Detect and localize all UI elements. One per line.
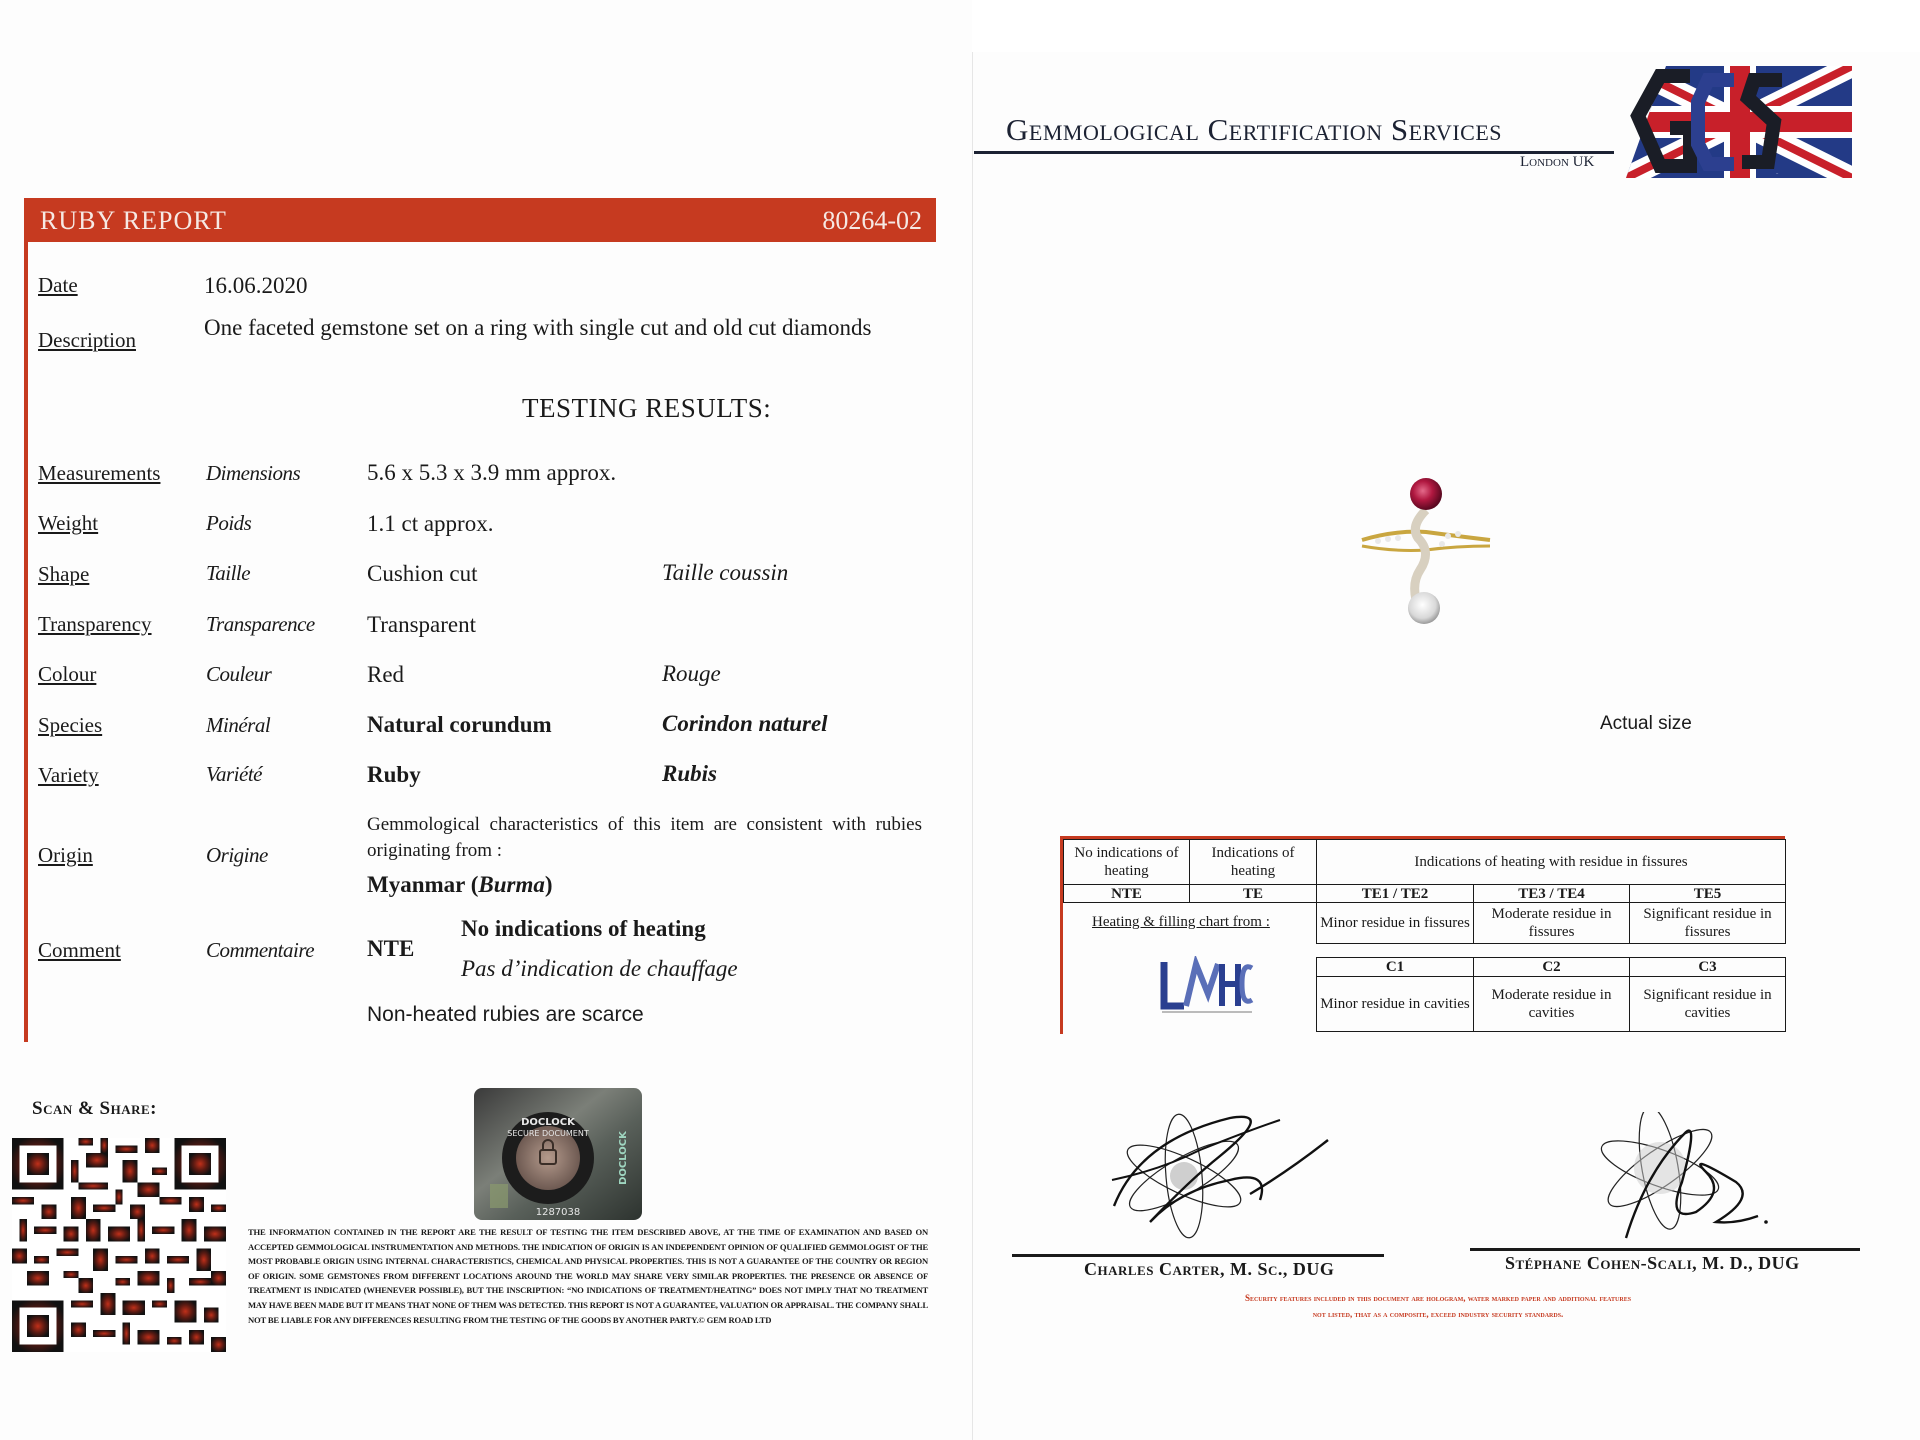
shape-value: Cushion cut	[367, 561, 478, 586]
te1-desc-cell: Minor residue in fissures	[1316, 902, 1474, 944]
signature-name-carter: Charles Carter, M. Sc., DUG	[1084, 1259, 1335, 1279]
gcs-title: Gemmological Certification Services	[1006, 112, 1502, 147]
te-header-cell: Indications of heating	[1189, 839, 1317, 885]
gcs-title-underline	[974, 151, 1614, 154]
colour-label: Colour	[38, 662, 97, 686]
signature-name-cohen-scali: Stéphane Cohen-Scali, M. D., DUG	[1505, 1253, 1800, 1273]
transparency-label: Transparency	[38, 612, 152, 636]
nte-header-cell: No indications of heating	[1063, 839, 1190, 885]
te1-code-cell: TE1 / TE2	[1316, 884, 1474, 903]
gcs-logo-text: GCS	[1776, 174, 1779, 175]
measurements-fr: Dimensions	[206, 461, 301, 485]
c3-code-cell: C3	[1629, 957, 1786, 977]
te5-code-cell: TE5	[1629, 884, 1786, 903]
heating-chart	[1060, 836, 1788, 1034]
doclock-hologram-icon	[474, 1088, 642, 1220]
species-fr: Minéral	[206, 713, 271, 737]
report-header-bar	[24, 198, 936, 242]
weight-fr: Poids	[206, 511, 252, 535]
te5-desc-cell: Significant residue in fissures	[1629, 902, 1786, 944]
colour-value-fr: Rouge	[662, 661, 721, 686]
origin-fr: Origine	[206, 843, 268, 867]
origin-note: Gemmological characteristics of this item are consistent with rubies originating from :	[367, 814, 922, 861]
gcs-logo-icon	[1626, 66, 1852, 178]
actual-size-label: Actual size	[1600, 713, 1692, 734]
transparency-value: Transparent	[367, 612, 477, 637]
shape-fr: Taille	[206, 561, 251, 585]
description-value: One faceted gemstone set on a ring with single cut and old cut diamonds	[204, 315, 872, 340]
shape-value-fr: Taille coussin	[662, 560, 789, 585]
lmhc-logo-icon	[1156, 956, 1256, 1018]
variety-fr: Variété	[206, 762, 262, 786]
te-code-cell: TE	[1189, 884, 1317, 903]
report-title: RUBY REPORT	[40, 206, 227, 235]
fissures-header-cell: Indications of heating with residue in fissures	[1316, 839, 1786, 885]
signature-cohen-scali-icon	[1586, 1112, 1776, 1244]
gcs-location: London UK	[1520, 154, 1595, 170]
c1-code-cell: C1	[1316, 957, 1474, 977]
transparency-fr: Transparence	[206, 612, 315, 636]
doclock-ring-text: SECURE DOCUMENT	[507, 1129, 589, 1138]
shape-label: Shape	[38, 562, 90, 586]
comment-value: No indications of heating	[461, 916, 706, 941]
signature-line-cohen-scali	[1470, 1248, 1860, 1251]
nte-code-cell: NTE	[1063, 884, 1190, 903]
ring-photo-icon	[1356, 470, 1496, 630]
comment-code: NTE	[367, 936, 415, 961]
report-left-red-line	[24, 242, 28, 1042]
species-value-fr: Corindon naturel	[662, 711, 828, 736]
origin-value-paren: Burma	[478, 872, 545, 897]
origin-value-row: Myanmar (Burma)	[367, 872, 553, 897]
measurements-value: 5.6 x 5.3 x 3.9 mm approx.	[367, 460, 617, 485]
weight-value: 1.1 ct approx.	[367, 511, 494, 536]
weight-label: Weight	[38, 511, 99, 535]
qr-code-icon[interactable]	[12, 1138, 226, 1352]
origin-label: Origin	[38, 843, 93, 867]
doclock-side-text: DOCLOCK	[618, 1131, 629, 1185]
chart-from-label: Heating & filling chart from :	[1092, 914, 1270, 930]
security-note: Security features included in this document are hologram, water marked paper and additional features not listed, that as a composite, exceed industry security standards.	[1244, 1293, 1632, 1319]
date-value: 16.06.2020	[204, 273, 308, 298]
comment-extra: Non-heated rubies are scarce	[367, 1003, 644, 1026]
colour-fr: Couleur	[206, 662, 272, 686]
variety-value: Ruby	[367, 762, 421, 787]
variety-label: Variety	[38, 763, 99, 787]
species-label: Species	[38, 713, 103, 737]
comment-fr: Commentaire	[206, 938, 315, 962]
te3-desc-cell: Moderate residue in fissures	[1473, 902, 1630, 944]
doclock-top-text: DOCLOCK	[521, 1117, 575, 1128]
c2-desc-cell: Moderate residue in cavities	[1473, 976, 1630, 1032]
species-value: Natural corundum	[367, 712, 552, 737]
signature-carter-icon	[1100, 1110, 1340, 1240]
doclock-serial: 1287038	[535, 1207, 581, 1218]
description-label: Description	[38, 328, 136, 352]
colour-value: Red	[367, 662, 405, 687]
lmhc-logo-text: LMHC	[1204, 1017, 1208, 1018]
scan-share-label: Scan & Share:	[32, 1098, 158, 1119]
c2-code-cell: C2	[1473, 957, 1630, 977]
origin-value: Myanmar	[367, 872, 465, 897]
signature-line-carter	[1012, 1254, 1384, 1257]
te3-code-cell: TE3 / TE4	[1473, 884, 1630, 903]
testing-results-heading: TESTING RESULTS:	[522, 393, 772, 423]
measurements-label: Measurements	[38, 461, 161, 485]
report-number: 80264-02	[822, 206, 922, 235]
disclaimer-text: THE INFORMATION CONTAINED IN THE REPORT ARE THE RESULT OF TESTING THE ITEM DESCRIBED ABOVE, AT THE TIME OF EXAMINATION AND BASED ON ACCEPTED GEMMOLOGICAL INSTRUMENTATION AND METHODS. THE INDICATION OF ORIGIN IS AN INDEPENDENT OPINION OF QUALIFIED GEMMOLOGIST OF THE MOST PROBABLE ORIGIN USING INTERNAL CHARACTERISTICS, CHEMICAL AND PHYSICAL PROPERTIES. THIS IS NOT A GUARANTEE OF THE COUNTRY OR REGION OF ORIGIN. SOME GEMSTONES FROM DIFFERENT LOCATIONS AROUND THE WORLD MAY SHARE VERY SIMILAR PROPERTIES. THE PRESENCE OR ABSENCE OF TREATMENT IS INDICATED (WHENEVER POSSIBLE), BUT THE INSCRIPTION: “NO INDICATIONS OF TREATMENT/HEATING” DOES NOT IMPLY THAT NO TREATMENT MAY HAVE BEEN MADE BUT IT MEANS THAT NONE OF THEM WAS DETECTED. THIS REPORT IS NOT A GUARANTEE, VALUATION OR APPRAISAL. THE COMPANY SHALL NOT BE LIABLE FOR ANY DIFFERENCES RESULTING FROM THE TESTING OF THE GOODS BY ANOTHER PARTY.© GEM ROAD LTD	[248, 1227, 928, 1325]
comment-label: Comment	[38, 938, 121, 962]
c1-desc-cell: Minor residue in cavities	[1316, 976, 1474, 1032]
comment-value-fr: Pas d’indication de chauffage	[461, 956, 738, 981]
c3-desc-cell: Significant residue in cavities	[1629, 976, 1786, 1032]
variety-value-fr: Rubis	[662, 761, 717, 786]
date-label: Date	[38, 273, 78, 297]
